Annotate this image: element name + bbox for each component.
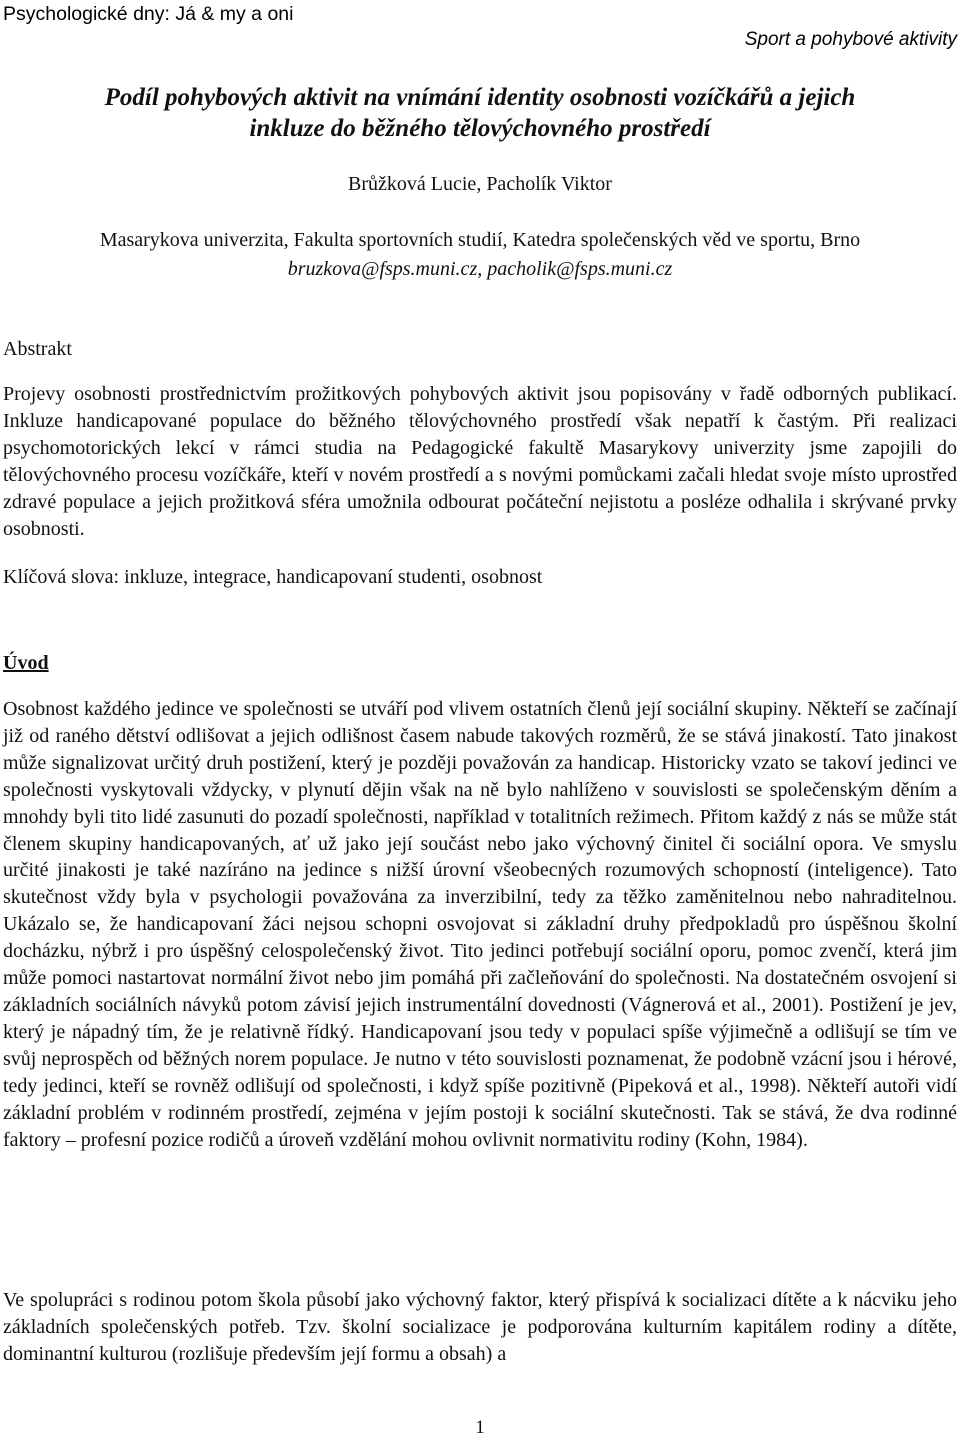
intro-sentence: Historicky vzato se takoví jedinci ve společnosti vyskytovali vždycky, v plynutí dějin však na ně bylo nahlíženo v souvislosti se společenským děním a mnohdy byli tito lidé zasunuti do pozadí společnosti, například v totalitních režimech. (3, 751, 958, 828)
intro-paragraph-1 (3, 696, 957, 1153)
page-number: 1 (475, 1417, 485, 1438)
running-header-right: Sport a pohybové aktivity (744, 29, 957, 50)
keywords: Klíčová slova: inkluze, integrace, handicapovaní studenti, osobnost (3, 566, 543, 588)
paper-authors: Brůžková Lucie, Pacholík Viktor (348, 173, 612, 195)
intro-sentence: Na dostatečném osvojení si základních sociálních návyků potom závisí jejich instrumentální dovednosti (Vágnerová et al., 2001). Postižení je jev, který je nápadný tím, že je relativně řídký. Handicapovaní jsou tedy v populaci spíše výjimečně a odlišují se tím ve svůj neprospěch od běžných norem populace. Je nutno v této souvislosti poznamenat, že podobně vzácní jsou i hérové, tedy jedinci, kteří se rovněž odlišují od společnosti, i když spíše pozitivně (Pipeková et al., 1998). Někteří autoři vidí základní problém v rodinném prostředí, zejména v jejím postoji k sociální skutečnosti. Tak se stává, že dva rodinné faktory – profesní pozice rodičů a úroveň vzdělání mohou ovlivnit normativitu rodiny (Kohn, 1984). (3, 967, 957, 1151)
intro-paragraph-2: Ve spolupráci s rodinou potom škola působí jako výchovný faktor, který přispívá k socializaci dítěte a k nácviku jeho základních společenských potřeb. Tzv. školní socializace je podporována kulturním kapitálem rodiny a dítěte, dominantní kulturou (rozlišuje především její formu a obsah) a (3, 1289, 957, 1365)
intro-sentence: Ve smyslu určité jinakosti je také nazíráno na jedince s nižší úrovní všeobecných rozumových schopností (inteligence). (3, 832, 957, 882)
paper-affiliation: Masarykova univerzita, Fakulta sportovních studií, Katedra společenských věd ve sportu, Brno (99, 229, 861, 251)
intro-sentence: Tato jinakost může signalizovat určitý druh postižení, který je později považován za handicap. (3, 724, 958, 774)
intro-sentence: Ukázalo se, že handicapovaní žáci nejsou schopni osvojovat si základní druhy předpokladů pro úspěšnou školní docházku, nýbrž i pro úspěšný celospolečenský život. (3, 913, 957, 963)
intro-sentence: Tito jedinci potřebují sociální oporu, pomoc zvenčí, která jim může pomoci nastartovat normální život nebo jim pomáhá při začleňování do společnosti. (3, 940, 958, 990)
abstract-body: Projevy osobnosti prostřednictvím prožitkových pohybových aktivit jsou popisovány v řadě odborných publikací. Inkluze handicapované populace do běžného tělovýchovného prostředí však nepatří k častým. Při realizaci psychomotorických lekcí v rámci studia na Pedagogické fakultě Masarykovy univerzity jsme zapojili do tělovýchovného procesu vozíčkáře, kteří v novém prostředí a s novými pomůckami začali hledat svoje místo uprostřed zdravé populace a jejich prožitková sféra umožnila odbourat počáteční nejistotu a posléze odhalila i skrývané prvky osobnosti. (3, 383, 957, 540)
intro-sentence: Osobnost každého jedince ve společnosti se utváří pod vlivem ostatních členů její sociální skupiny. (3, 698, 802, 720)
paper-title-line-1: Podíl pohybových aktivit na vnímání identity osobnosti vozíčkářů a jejich (104, 84, 856, 111)
intro-sentence: Přitom každý z nás se může stát členem skupiny handicapovaných, ať už jako její součást nebo jako výchovný činitel či sociální opora. (3, 805, 957, 855)
intro-sentence: Někteří se začínají již od raného dětství odlišovat a jejich odlišnost časem nabude takových rozměrů, že se stává jinakostí. (3, 698, 958, 747)
paper-title-line-2: inkluze do běžného tělovýchovného prostředí (249, 115, 711, 142)
paper-emails: bruzkova@fsps.muni.cz, pacholik@fsps.muni.cz (287, 258, 673, 280)
running-header-left: Psychologické dny: Já & my a oni (3, 3, 294, 25)
intro-heading: Úvod (3, 652, 49, 674)
paper-title (0, 82, 960, 144)
intro-sentence: Tato skutečnost vždy byla v psychologii považována za inverzibilní, tedy za těžko zaměnitelnou nebo nahraditelnou. (3, 859, 958, 909)
abstract-heading: Abstrakt (3, 338, 72, 360)
